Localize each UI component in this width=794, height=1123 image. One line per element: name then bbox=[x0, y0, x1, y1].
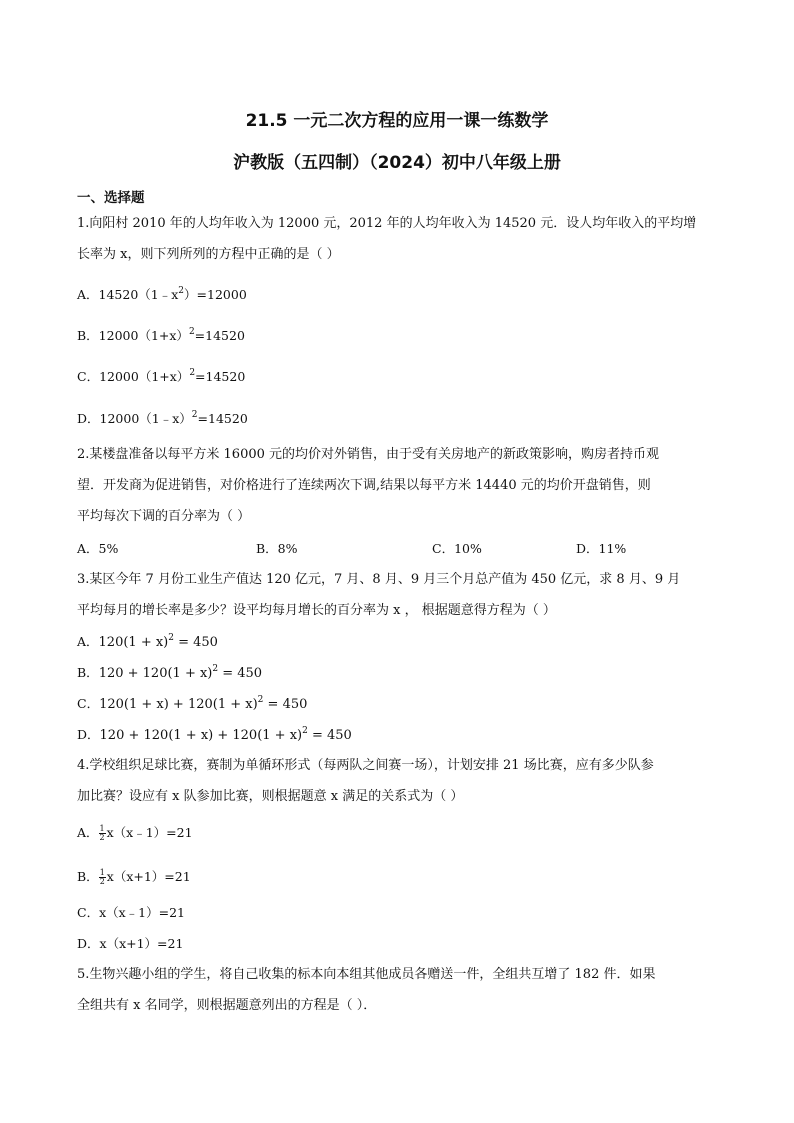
q2-option-d: D．11% bbox=[576, 541, 627, 556]
q2-stem-line2: 望．开发商为促进销售，对价格进行了连续两次下调,结果以每平方米 14440 元的均价开盘销售，则 bbox=[77, 478, 651, 493]
q4-option-a: A． $\frac{1}{2}$ x（x﹣1）=21 bbox=[77, 824, 193, 842]
q2-option-c: C．10% bbox=[432, 541, 482, 556]
q5-stem-line1: 5.生物兴趣小组的学生，将自己收集的标本向本组其他成员各赠送一件，全组共互增了 182 件．如果 bbox=[77, 967, 656, 982]
fraction-half: $\frac{1}{2}$ bbox=[99, 824, 105, 842]
q3-stem-line2: 平均每月的增长率是多少？设平均每月增长的百分率为 x ， 根据题意得方程为（ ） bbox=[77, 603, 556, 618]
doc-title: 21.5 一元二次方程的应用一课一练数学 bbox=[245, 111, 549, 131]
q1-stem-line1: 1.向阳村 2010 年的人均年收入为 12000 元，2012 年的人均年收入为 14520 元．设人均年收入的平均增 bbox=[77, 216, 697, 231]
q2-stem-line1: 2.某楼盘准备以每平方米 16000 元的均价对外销售，由于受有关房地产的新政策影响，购房者持币观 bbox=[77, 447, 660, 462]
q4-option-c: C．x（x﹣1）=21 bbox=[77, 905, 185, 920]
q5-stem-line2: 全组共有 x 名同学，则根据题意列出的方程是（ ）． bbox=[77, 998, 377, 1013]
q1-option-c: C．$12000(1+x)^2=14520$ bbox=[77, 368, 246, 384]
q1-option-d: D．12000（1﹣x）$^2$=14520 bbox=[77, 410, 248, 426]
q4-option-d: D．x（x+1）=21 bbox=[77, 936, 184, 951]
q3-option-b: B．$120 + 120(1 + x)^2 = 450$ bbox=[77, 664, 263, 681]
fraction-half: $\frac{1}{2}$ bbox=[99, 868, 105, 886]
section-heading: 一、选择题 bbox=[77, 190, 145, 206]
q3-option-a: A．$120(1 + x)^2 = 450$ bbox=[77, 633, 218, 650]
q1-option-b: B．$12000(1+x)^2=14520$ bbox=[77, 327, 245, 343]
q2-option-b: B．8% bbox=[256, 541, 298, 556]
q3-option-c: C．$120(1 + x) + 120(1 + x)^2 = 450$ bbox=[77, 695, 308, 712]
q4-stem-line1: 4.学校组织足球比赛，赛制为单循环形式（每两队之间赛一场），计划安排 21 场比赛，应有多少队参 bbox=[77, 758, 654, 773]
q3-stem-line1: 3.某区今年 7 月份工业生产值达 120 亿元，7 月、8 月、9 月三个月总产值为 450 亿元，求 8 月、9 月 bbox=[77, 572, 681, 587]
q1-stem-line2: 长率为 x，则下列所列的方程中正确的是（ ） bbox=[77, 247, 340, 262]
doc-subtitle: 沪教版（五四制）（2024）初中八年级上册 bbox=[233, 153, 561, 173]
q4-stem-line2: 加比赛？设应有 x 队参加比赛，则根据题意 x 满足的关系式为（ ） bbox=[77, 789, 464, 804]
q4-option-b: B． $\frac{1}{2}$ x（x+1）=21 bbox=[77, 868, 191, 886]
q2-option-a: A．5% bbox=[77, 541, 119, 556]
q2-stem-line3: 平均每次下调的百分率为（ ） bbox=[77, 509, 251, 524]
q1-option-a: A．$14520(1﹣x^2)=12000$ bbox=[77, 286, 247, 302]
q3-option-d: D．$120 + 120(1 + x) + 120(1 + x)^2 = 450$ bbox=[77, 726, 352, 743]
